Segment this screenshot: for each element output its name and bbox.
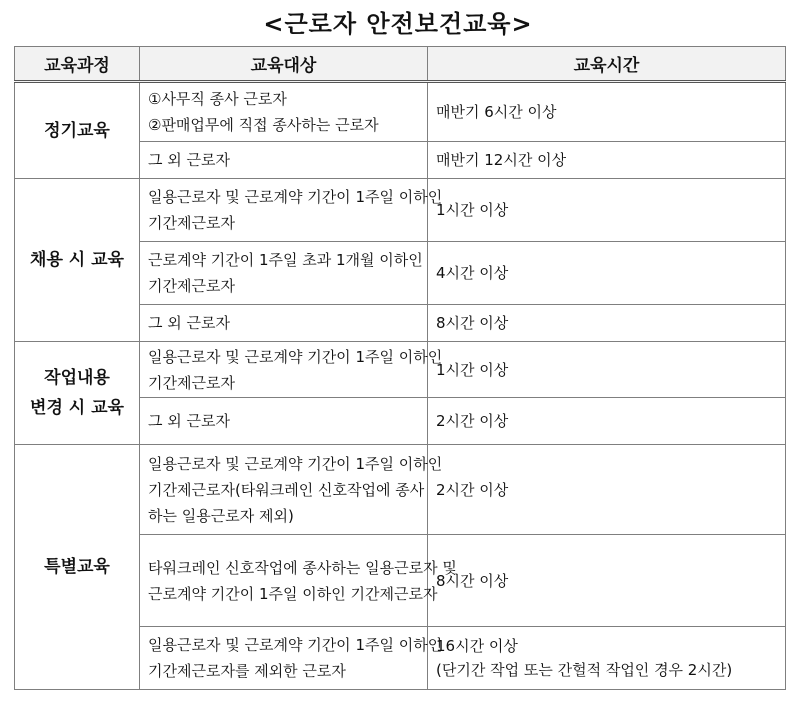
time-cell	[428, 179, 786, 242]
time-cell	[428, 305, 786, 342]
target-line: 그 외 근로자	[148, 314, 230, 332]
course-label: 채용 시 교육	[30, 250, 124, 270]
target-line: 타워크레인 신호작업에 종사하는 일용근로자 및	[148, 558, 457, 577]
time-line: 1시간 이상	[436, 360, 509, 379]
time-cell	[428, 142, 786, 179]
table-row	[15, 342, 786, 398]
header-row	[15, 47, 786, 82]
course-label: 변경 시 교육	[30, 398, 124, 418]
target-cell	[140, 179, 443, 242]
target-cell	[140, 535, 457, 627]
course-cell	[15, 445, 140, 690]
target-line: 그 외 근로자	[148, 151, 230, 169]
target-cell	[140, 398, 428, 445]
target-line: ①사무직 종사 근로자	[148, 90, 287, 108]
target-line: 기간제근로자	[148, 373, 235, 392]
time-cell	[428, 445, 786, 535]
target-line: 기간제근로자	[148, 277, 235, 295]
header-course: 교육과정	[15, 47, 140, 82]
time-line: 16시간 이상	[436, 637, 518, 655]
course-cell	[15, 342, 140, 445]
header-target: 교육대상	[140, 47, 428, 82]
course-label: 작업내용	[44, 368, 110, 388]
page-title: <근로자 안전보건교육>	[263, 10, 533, 38]
target-line: 그 외 근로자	[148, 412, 230, 430]
time-line: 매반기 12시간 이상	[436, 151, 567, 169]
table-row	[15, 179, 786, 242]
target-line: 근로계약 기간이 1주일 초과 1개월 이하인	[148, 251, 423, 269]
target-cell	[140, 142, 428, 179]
target-line: 하는 일용근로자 제외)	[148, 506, 294, 525]
table-row	[15, 82, 786, 142]
target-line: 일용근로자 및 근로계약 기간이 1주일 이하인	[148, 636, 443, 654]
time-line: 4시간 이상	[436, 264, 509, 282]
target-cell	[140, 242, 428, 305]
time-line: 8시간 이상	[436, 571, 509, 590]
time-line: (단기간 작업 또는 간헐적 작업인 경우 2시간)	[436, 661, 733, 679]
time-cell	[428, 242, 786, 305]
time-line: 매반기 6시간 이상	[436, 103, 557, 121]
time-cell	[428, 627, 786, 690]
target-cell	[140, 445, 443, 535]
target-cell	[140, 305, 428, 342]
target-cell	[140, 82, 428, 142]
course-cell	[15, 179, 140, 342]
target-line: 기간제근로자	[148, 214, 235, 232]
target-line: 기간제근로자를 제외한 근로자	[148, 662, 346, 680]
time-line: 8시간 이상	[436, 314, 509, 332]
course-label: 정기교육	[44, 120, 110, 141]
target-line: 근로계약 기간이 1주일 이하인 기간제근로자	[148, 584, 438, 603]
header-time: 교육시간	[428, 47, 786, 82]
time-line: 2시간 이상	[436, 412, 509, 430]
time-line: 1시간 이상	[436, 201, 509, 219]
time-cell	[428, 535, 786, 627]
table-row	[15, 445, 786, 535]
education-table	[14, 46, 786, 690]
time-cell	[428, 398, 786, 445]
target-cell	[140, 627, 443, 690]
course-label: 특별교육	[44, 557, 110, 577]
target-line: 일용근로자 및 근로계약 기간이 1주일 이하인	[148, 454, 443, 473]
time-cell	[428, 342, 786, 398]
target-line: 일용근로자 및 근로계약 기간이 1주일 이하인	[148, 188, 443, 206]
target-line: 기간제근로자(타워크레인 신호작업에 종사	[148, 480, 425, 499]
target-line: 일용근로자 및 근로계약 기간이 1주일 이하인	[148, 347, 443, 366]
target-line: ②판매업무에 직접 종사하는 근로자	[148, 116, 379, 134]
time-cell	[428, 82, 786, 142]
course-cell	[15, 82, 140, 179]
target-cell	[140, 342, 443, 398]
time-line: 2시간 이상	[436, 480, 509, 499]
